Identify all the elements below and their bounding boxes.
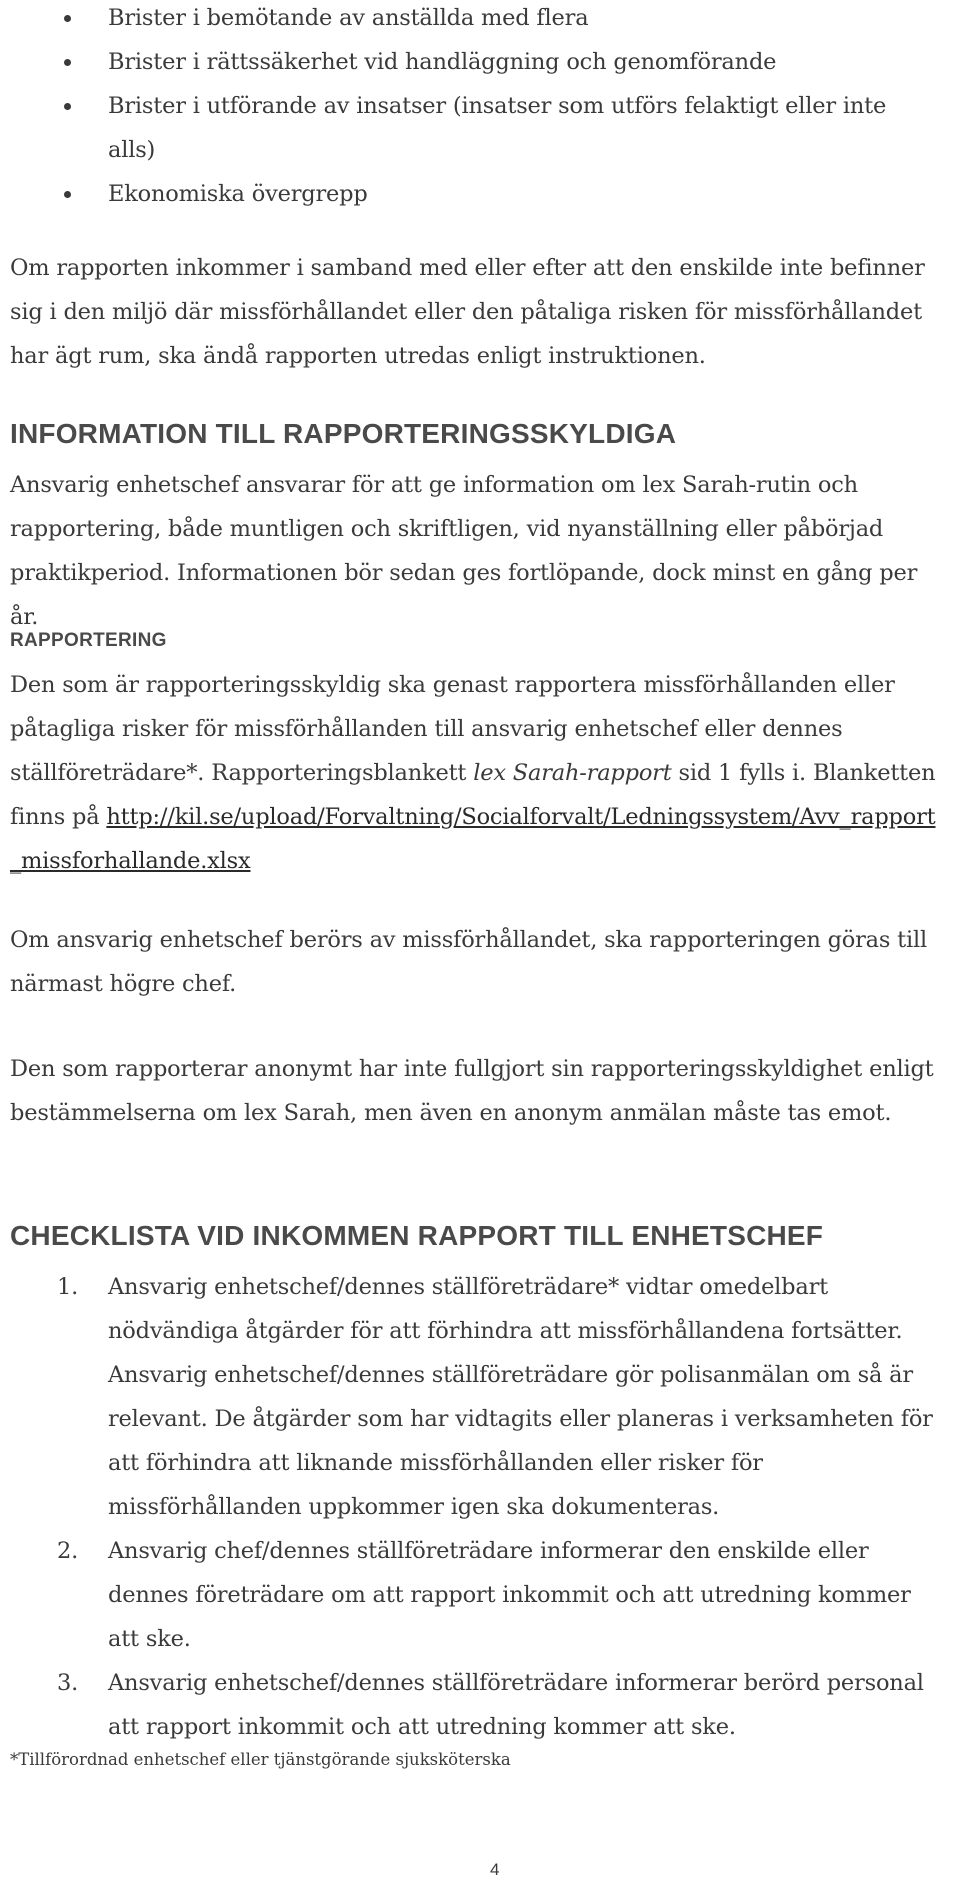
bullet-icon — [64, 191, 71, 198]
form-name-italic: lex Sarah-rapport — [473, 760, 672, 786]
bullet-icon — [64, 103, 71, 110]
paragraph-information: Ansvarig enhetschef ansvarar för att ge information om lex Sarah-rutin och rapportering, både muntligen och skriftligen, vid nyanställning eller påbörjad praktikperiod. Informationen bör sedan ges fortlöpande, dock minst en gång per år. — [10, 472, 918, 630]
paragraph-hogre-chef: Om ansvarig enhetschef berörs av missförhållandet, ska rapporteringen göras till närmast högre chef. — [10, 927, 928, 997]
bullet-icon — [64, 59, 71, 66]
list-item: Brister i rättssäkerhet vid handläggning och genomförande — [0, 40, 960, 84]
checklist — [0, 1265, 960, 1749]
list-item: Brister i utförande av insatser (insatser som utförs felaktigt eller inte alls) — [0, 84, 960, 172]
bullet-icon — [64, 15, 71, 22]
list-item: 1. Ansvarig enhetschef/dennes ställföreträdare* vidtar omedelbart nödvändiga åtgärder för att förhindra att missförhållandena fortsätter. Ansvarig enhetschef/dennes ställföreträdare gör polisanmälan om så är relevant. De åtgärder som har vidtagits eller planeras i verksamheten för att förhindra att liknande missförhållanden eller risker för missförhållanden uppkommer igen ska dokumenteras. — [57, 1274, 933, 1520]
heading-checklista: CHECKLISTA VID INKOMMEN RAPPORT TILL ENHETSCHEF — [10, 1220, 824, 1251]
heading-rapportering: RAPPORTERING — [10, 630, 167, 651]
list-item: Brister i bemötande av anställda med flera — [0, 0, 960, 40]
list-item: 3. Ansvarig enhetschef/dennes ställföreträdare informerar berörd personal att rapport inkommit och att utredning kommer att ske. — [57, 1670, 924, 1740]
paragraph-samband: Om rapporten inkommer i samband med eller efter att den enskilde inte befinner sig i den miljö där missförhållandet eller den påtaliga risken för missförhållandet har ägt rum, ska ändå rapporten utredas enligt instruktionen. — [10, 255, 925, 369]
bullet-list — [0, 0, 960, 216]
page-number: 4 — [490, 1860, 500, 1879]
list-item: 2. Ansvarig chef/dennes ställföreträdare informerar den enskilde eller dennes företrädare om att rapport inkommit och att utredning kommer att ske. — [57, 1538, 911, 1652]
blankett-link[interactable]: http://kil.se/upload/Forvaltning/Socialforvalt/Ledningssystem/Avv_rapport_missforhallande.xlsx — [10, 804, 936, 874]
paragraph-rapportering: Den som är rapporteringsskyldig ska genast rapportera missförhållanden eller påtagliga risker för missförhållanden till ansvarig enhetschef eller dennes ställföreträdare*. Rapporteringsblankett lex Sarah-rapport sid 1 fylls i. Blanketten finns på http://kil.se/upload/Forvaltning/Socialforvalt/Ledningssystem/Avv_rapport_missforhallande.xlsx — [10, 672, 936, 874]
list-item: Ekonomiska övergrepp — [0, 172, 960, 216]
footnote: *Tillförordnad enhetschef eller tjänstgörande sjuksköterska — [10, 1750, 511, 1769]
heading-information: INFORMATION TILL RAPPORTERINGSSKYLDIGA — [10, 418, 677, 449]
paragraph-anonym: Den som rapporterar anonymt har inte fullgjort sin rapporteringsskyldighet enligt bestämmelserna om lex Sarah, men även en anonym anmälan måste tas emot. — [10, 1056, 934, 1126]
